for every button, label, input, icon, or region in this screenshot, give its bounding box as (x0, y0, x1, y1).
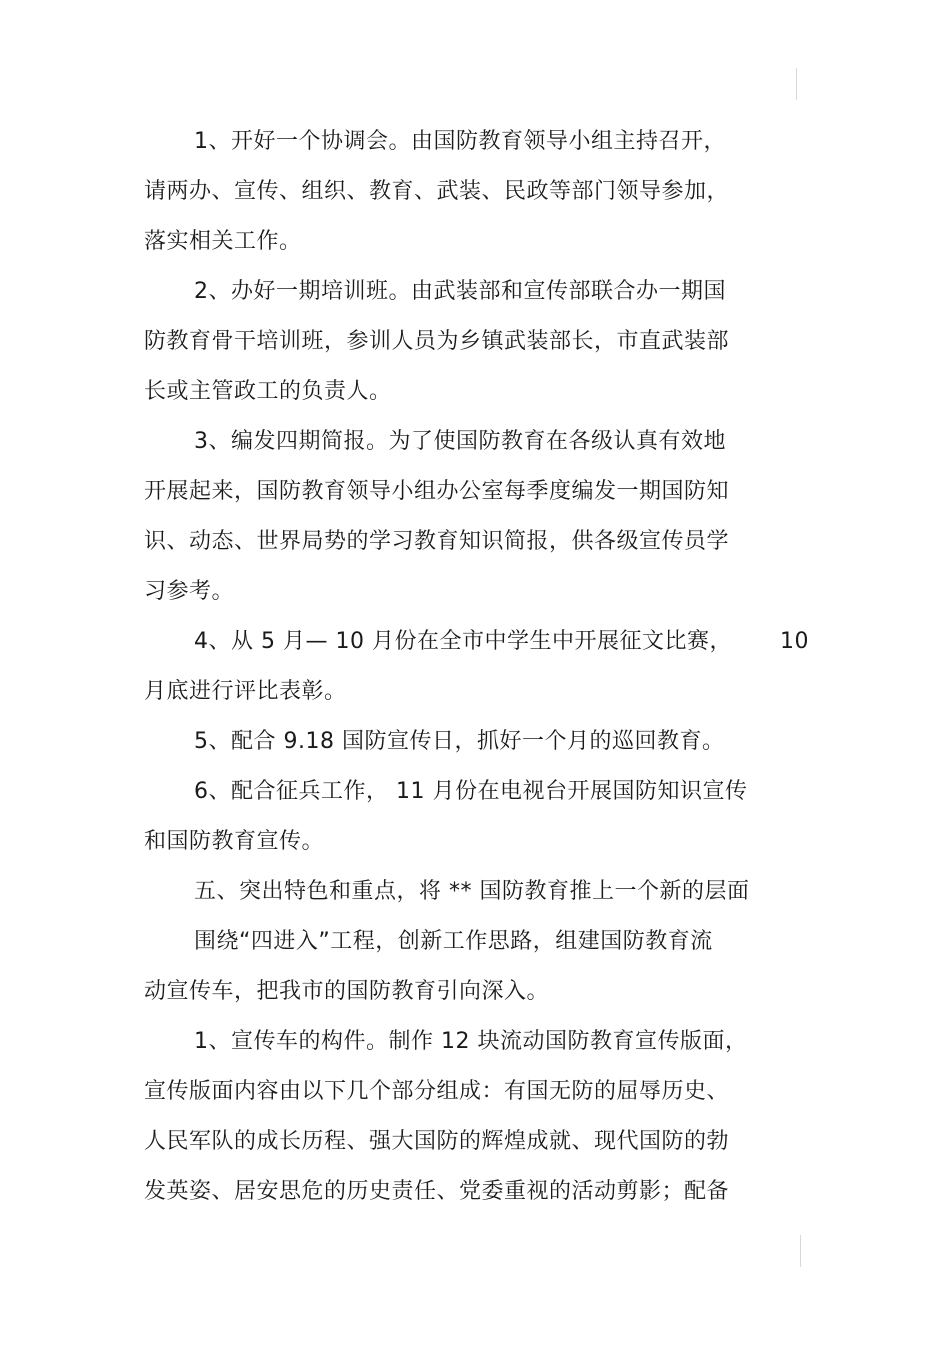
text-line: 5、配合 9.18 国防宣传日，抓好一个月的巡回教育。 (194, 729, 725, 754)
text-line: 2、办好一期培训班。由武装部和宣传部联合办一期国 (194, 279, 726, 304)
text-line: 识、动态、世界局势的学习教育知识简报，供各级宣传员学 (144, 529, 730, 554)
text-line: 动宣传车，把我市的国防教育引向深入。 (144, 979, 550, 1004)
text-line: 1、开好一个协调会。由国防教育领导小组主持召开， (194, 129, 726, 154)
text-line: 开展起来，国防教育领导小组办公室每季度编发一期国防知 (144, 479, 730, 504)
text-line: 月底进行评比表彰。 (144, 679, 347, 704)
page-edge-mark-bottom (800, 1235, 801, 1267)
section-heading: 五、突出特色和重点，将 ** 国防教育推上一个新的层面 (194, 879, 750, 904)
text-line: 人民军队的成长历程、强大国防的辉煌成就、现代国防的勃 (144, 1129, 730, 1154)
text-line: 10 (780, 629, 809, 654)
text-line: 3、编发四期简报。为了使国防教育在各级认真有效地 (194, 429, 726, 454)
text-line: 落实相关工作。 (144, 229, 302, 254)
page-edge-mark-top (796, 68, 797, 100)
text-line: 6、配合征兵工作， 11 月份在电视台开展国防知识宣传 (194, 779, 748, 804)
text-line: 和国防教育宣传。 (144, 829, 325, 854)
text-line: 防教育骨干培训班，参训人员为乡镇武装部长，市直武装部 (144, 329, 730, 354)
text-line: 围绕“四进入”工程，创新工作思路，组建国防教育流 (194, 929, 713, 954)
text-line: 长或主管政工的负责人。 (144, 379, 392, 404)
text-line: 宣传版面内容由以下几个部分组成：有国无防的屈辱历史、 (144, 1079, 730, 1104)
text-line: 发英姿、居安思危的历史责任、党委重视的活动剪影；配备 (144, 1179, 730, 1204)
text-line: 请两办、宣传、组织、教育、武装、民政等部门领导参加， (144, 179, 730, 204)
text-line: 4、从 5 月— 10 月份在全市中学生中开展征文比赛， (194, 629, 732, 654)
text-line: 1、宣传车的构件。制作 12 块流动国防教育宣传版面， (194, 1029, 748, 1054)
text-line: 习参考。 (144, 579, 235, 604)
